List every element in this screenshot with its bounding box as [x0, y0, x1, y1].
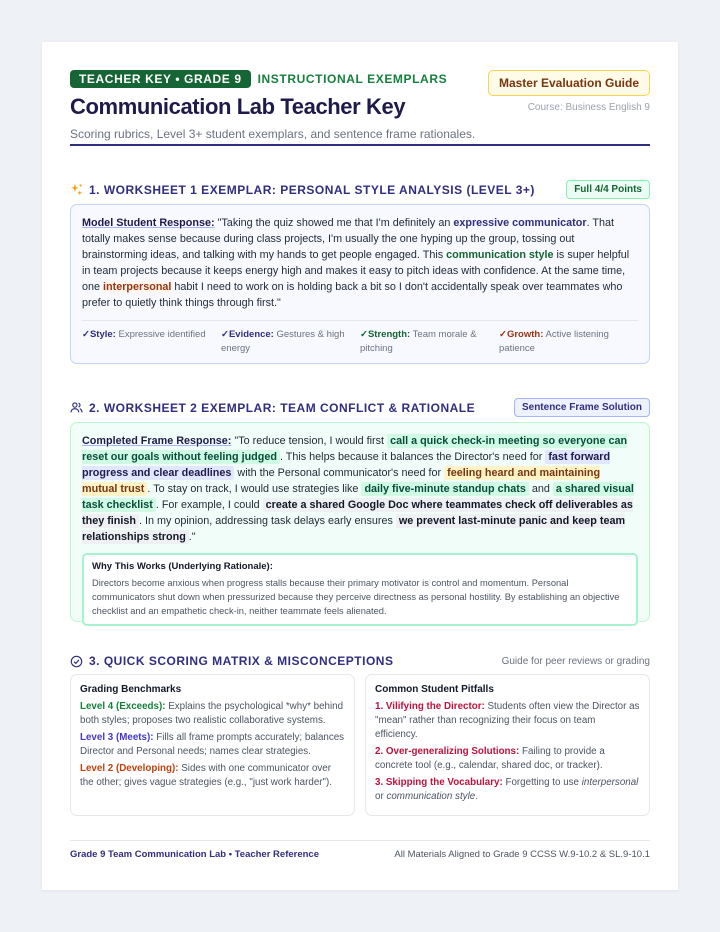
criterion-text: Team morale & pitching [360, 329, 477, 354]
page-subtitle: Scoring rubrics, Level 3+ student exemplars, and sentence frame rationales. [70, 127, 476, 141]
rationale-box [82, 553, 638, 626]
criterion-label: Evidence: [228, 329, 274, 340]
pitfall-text: or [375, 791, 387, 802]
frame-fill-strategy-2: a shared visual task checklist [82, 483, 634, 511]
section3-header [70, 654, 650, 668]
pitfall-term: interpersonal [581, 777, 639, 788]
check-icon: ✓ [82, 329, 90, 340]
criterion-text: Expressive identified [115, 329, 206, 340]
benchmark-level-2 [80, 762, 345, 790]
pitfall-label: 2. Over-generalizing Solutions: [375, 746, 520, 757]
criteria-checklist [82, 320, 638, 356]
guide-note: Guide for peer reviews or grading [501, 655, 650, 667]
check-icon: ✓ [221, 329, 229, 340]
pitfall-text: Forgetting to use [502, 777, 582, 788]
response-text-segment: is super helpful in team projects because it keeps energy high and makes it easy to pitch ideas with confidence. At the same time, one [82, 249, 630, 293]
section1-header [70, 180, 650, 199]
users-icon [70, 401, 83, 414]
footer-left: Grade 9 Team Communication Lab • Teacher Reference [70, 849, 319, 860]
frame-fill-checkin: call a quick check-in meeting so everyone can reset our goals without feeling judged [82, 435, 628, 463]
master-evaluation-guide-button[interactable]: Master Evaluation Guide [488, 70, 650, 96]
response-text-segment: . To stay on track, I would use strategies like [147, 483, 362, 495]
response-text-segment: . In my opinion, addressing task delays early ensures [139, 515, 396, 527]
pitfall-3 [375, 776, 640, 804]
frame-response-card [70, 422, 650, 622]
section1-title-text: 1. WORKSHEET 1 EXEMPLAR: PERSONAL STYLE ANALYSIS (LEVEL 3+) [89, 182, 535, 197]
section1-title [70, 183, 535, 197]
scoring-matrix [70, 674, 650, 816]
full-points-badge: Full 4/4 Points [566, 180, 650, 199]
benchmark-label: Level 3 (Meets): [80, 732, 154, 743]
frame-fill-personal-need: feeling heard and maintaining mutual trust [82, 467, 601, 495]
student-pitfalls-title: Common Student Pitfalls [375, 684, 494, 695]
frame-fill-example: create a shared Google Doc where teammates check off deliverables as they finish [82, 499, 633, 527]
frame-fill-director-need: fast forward progress and clear deadlines [82, 451, 611, 479]
benchmark-level-3 [80, 731, 345, 759]
response-text-segment: "To reduce tension, I would first [231, 435, 388, 447]
frame-fill-strategy-1: daily five-minute standup chats [361, 482, 528, 496]
response-text-segment: habit I need to work on is holding back a bit so I don't accidentally speak over teammates who prefer to quietly think things through first." [82, 281, 623, 309]
footer-right: All Materials Aligned to Grade 9 CCSS W.9-10.2 & SL.9-10.1 [394, 849, 650, 860]
criterion-label: Style: [89, 329, 116, 340]
response-text-segment: . For example, I could [155, 499, 263, 511]
benchmark-label: Level 4 (Exceeds): [80, 701, 166, 712]
document-page [42, 42, 678, 890]
criterion-style [82, 328, 221, 356]
page-title: Communication Lab Teacher Key [70, 94, 406, 119]
highlight-communication-style: communication style [446, 249, 554, 261]
benchmark-text: Sides with one communicator over the other; gives vague strategies (e.g., "just work harder"). [80, 763, 332, 788]
section2-title [70, 401, 475, 415]
page-header [70, 70, 650, 146]
criterion-label: Growth: [506, 329, 544, 340]
criterion-strength [360, 328, 499, 356]
criterion-growth [499, 328, 638, 356]
check-icon: ✓ [360, 329, 368, 340]
response-text-segment: "Taking the quiz showed me that I'm definitely an [214, 217, 454, 229]
pitfall-text: . [475, 791, 478, 802]
response-text-segment: . That totally makes sense because during class projects, I'm usually the one hyping up the group, tossing out brainstorming ideas, and talking with my hands to get people engaged. This [82, 217, 614, 261]
section2-header [70, 398, 650, 417]
response-text-segment: and [528, 483, 553, 495]
response-text-segment: with the Personal communicator's need for [234, 467, 445, 479]
pitfall-label: 1. Vilifying the Director: [375, 701, 485, 712]
benchmark-label: Level 2 (Developing): [80, 763, 179, 774]
pitfall-text: Failing to provide a concrete tool (e.g., calendar, shared doc, or tracker). [375, 746, 605, 771]
check-icon: ✓ [499, 329, 507, 340]
sentence-frame-badge: Sentence Frame Solution [514, 398, 650, 417]
pitfall-term: communication style [386, 791, 476, 802]
pitfall-text: Students often view the Director as "mean" rather than recognizing their focus on team efficiency. [375, 701, 640, 740]
header-right [488, 70, 650, 113]
section3-title-text: 3. QUICK SCORING MATRIX & MISCONCEPTIONS [89, 654, 394, 668]
sparkles-icon [70, 183, 83, 196]
model-response-text [82, 215, 638, 311]
exemplars-label: INSTRUCTIONAL EXEMPLARS [257, 72, 448, 86]
page-footer [70, 840, 650, 860]
benchmark-text: Explains the psychological *why* behind both styles; proposes two realistic collaborative systems. [80, 701, 344, 726]
frame-response-label: Completed Frame Response: [82, 435, 232, 447]
benchmark-level-4 [80, 700, 345, 728]
criterion-text: Active listening patience [499, 329, 609, 354]
highlight-expressive-communicator: expressive communicator [453, 217, 587, 229]
check-circle-icon [70, 655, 83, 668]
model-response-label: Model Student Response: [82, 217, 215, 229]
criterion-label: Strength: [367, 329, 411, 340]
section2-title-text: 2. WORKSHEET 2 EXEMPLAR: TEAM CONFLICT & RATIONALE [89, 400, 476, 415]
rationale-text: Directors become anxious when progress stalls because their primary motivator is control and momentum. Personal communicators shut down when pressurized because they perceive directness as personal hostility. By establishing an objective checklist and an empathetic check-in, neither teammate feels alienated. [92, 578, 620, 616]
benchmark-text: Fills all frame prompts accurately; balances Director and Personal needs; names clear strategies. [80, 732, 345, 757]
frame-fill-outcome: we prevent last-minute panic and keep team relationships strong [82, 515, 626, 543]
student-pitfalls-card [365, 674, 650, 816]
pitfall-2 [375, 745, 640, 773]
response-text-segment: ." [188, 531, 196, 543]
rationale-title: Why This Works (Underlying Rationale): [92, 561, 273, 572]
course-label: Course: Business English 9 [527, 102, 650, 113]
response-text-segment: . This helps because it balances the Director's need for [279, 451, 546, 463]
model-response-card [70, 204, 650, 364]
highlight-interpersonal: interpersonal [103, 281, 172, 293]
grading-benchmarks-title: Grading Benchmarks [80, 684, 182, 695]
criterion-text: Gestures & high energy [221, 329, 345, 354]
pitfall-1 [375, 700, 640, 742]
frame-response-text [82, 433, 638, 545]
grading-benchmarks-card [70, 674, 355, 816]
pitfall-label: 3. Skipping the Vocabulary: [375, 777, 503, 788]
teacher-key-badge: TEACHER KEY • GRADE 9 [70, 70, 251, 88]
criterion-evidence [221, 328, 360, 356]
section3-title [70, 654, 393, 668]
